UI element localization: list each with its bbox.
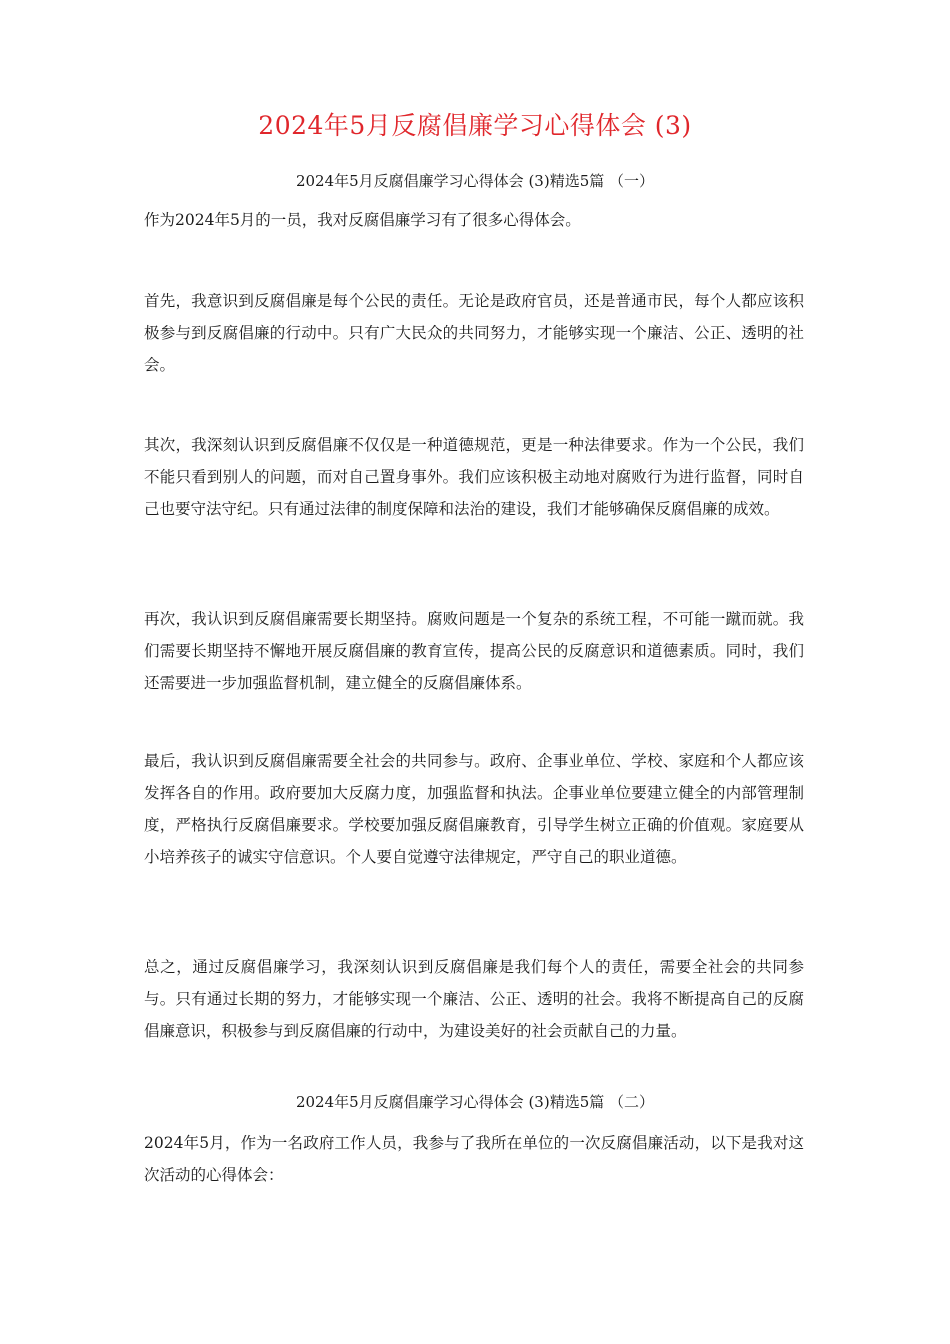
paragraph-intro: 作为2024年5月的一员，我对反腐倡廉学习有了很多心得体会。 [144,211,581,229]
paragraph-section2-intro: 2024年5月，作为一名政府工作人员，我参与了我所在单位的一次反腐倡廉活动，以下是我对这次活动的心得体会： [144,1134,804,1184]
paragraph-fourth: 最后，我认识到反腐倡廉需要全社会的共同参与。政府、企事业单位、学校、家庭和个人都应该发挥各自的作用。政府要加大反腐力度，加强监督和执法。企事业单位要建立健全的内部管理制度，严格执行反腐倡廉要求。学校要加强反腐倡廉教育，引导学生树立正确的价值观。家庭要从小培养孩子的诚实守信意识。个人要自觉遵守法律规定，严守自己的职业道德。 [144,752,804,866]
section-heading-1: 2024年5月反腐倡廉学习心得体会 (3)精选5篇 （一） [295,172,655,190]
document-title: 2024年5月反腐倡廉学习心得体会 (3) [258,111,692,140]
section-heading-2: 2024年5月反腐倡廉学习心得体会 (3)精选5篇 （二） [295,1093,655,1111]
paragraph-third: 再次，我认识到反腐倡廉需要长期坚持。腐败问题是一个复杂的系统工程，不可能一蹴而就。我们需要长期坚持不懈地开展反腐倡廉的教育宣传，提高公民的反腐意识和道德素质。同时，我们还需要进一步加强监督机制，建立健全的反腐倡廉体系。 [144,610,804,692]
paragraph-first: 首先，我意识到反腐倡廉是每个公民的责任。无论是政府官员，还是普通市民，每个人都应该积极参与到反腐倡廉的行动中。只有广大民众的共同努力，才能够实现一个廉洁、公正、透明的社会。 [144,292,804,374]
paragraph-conclusion: 总之，通过反腐倡廉学习，我深刻认识到反腐倡廉是我们每个人的责任，需要全社会的共同参与。只有通过长期的努力，才能够实现一个廉洁、公正、透明的社会。我将不断提高自己的反腐倡廉意识，积极参与到反腐倡廉的行动中，为建设美好的社会贡献自己的力量。 [144,958,804,1040]
paragraph-second: 其次，我深刻认识到反腐倡廉不仅仅是一种道德规范，更是一种法律要求。作为一个公民，我们不能只看到别人的问题，而对自己置身事外。我们应该积极主动地对腐败行为进行监督，同时自己也要守法守纪。只有通过法律的制度保障和法治的建设，我们才能够确保反腐倡廉的成效。 [144,436,804,518]
